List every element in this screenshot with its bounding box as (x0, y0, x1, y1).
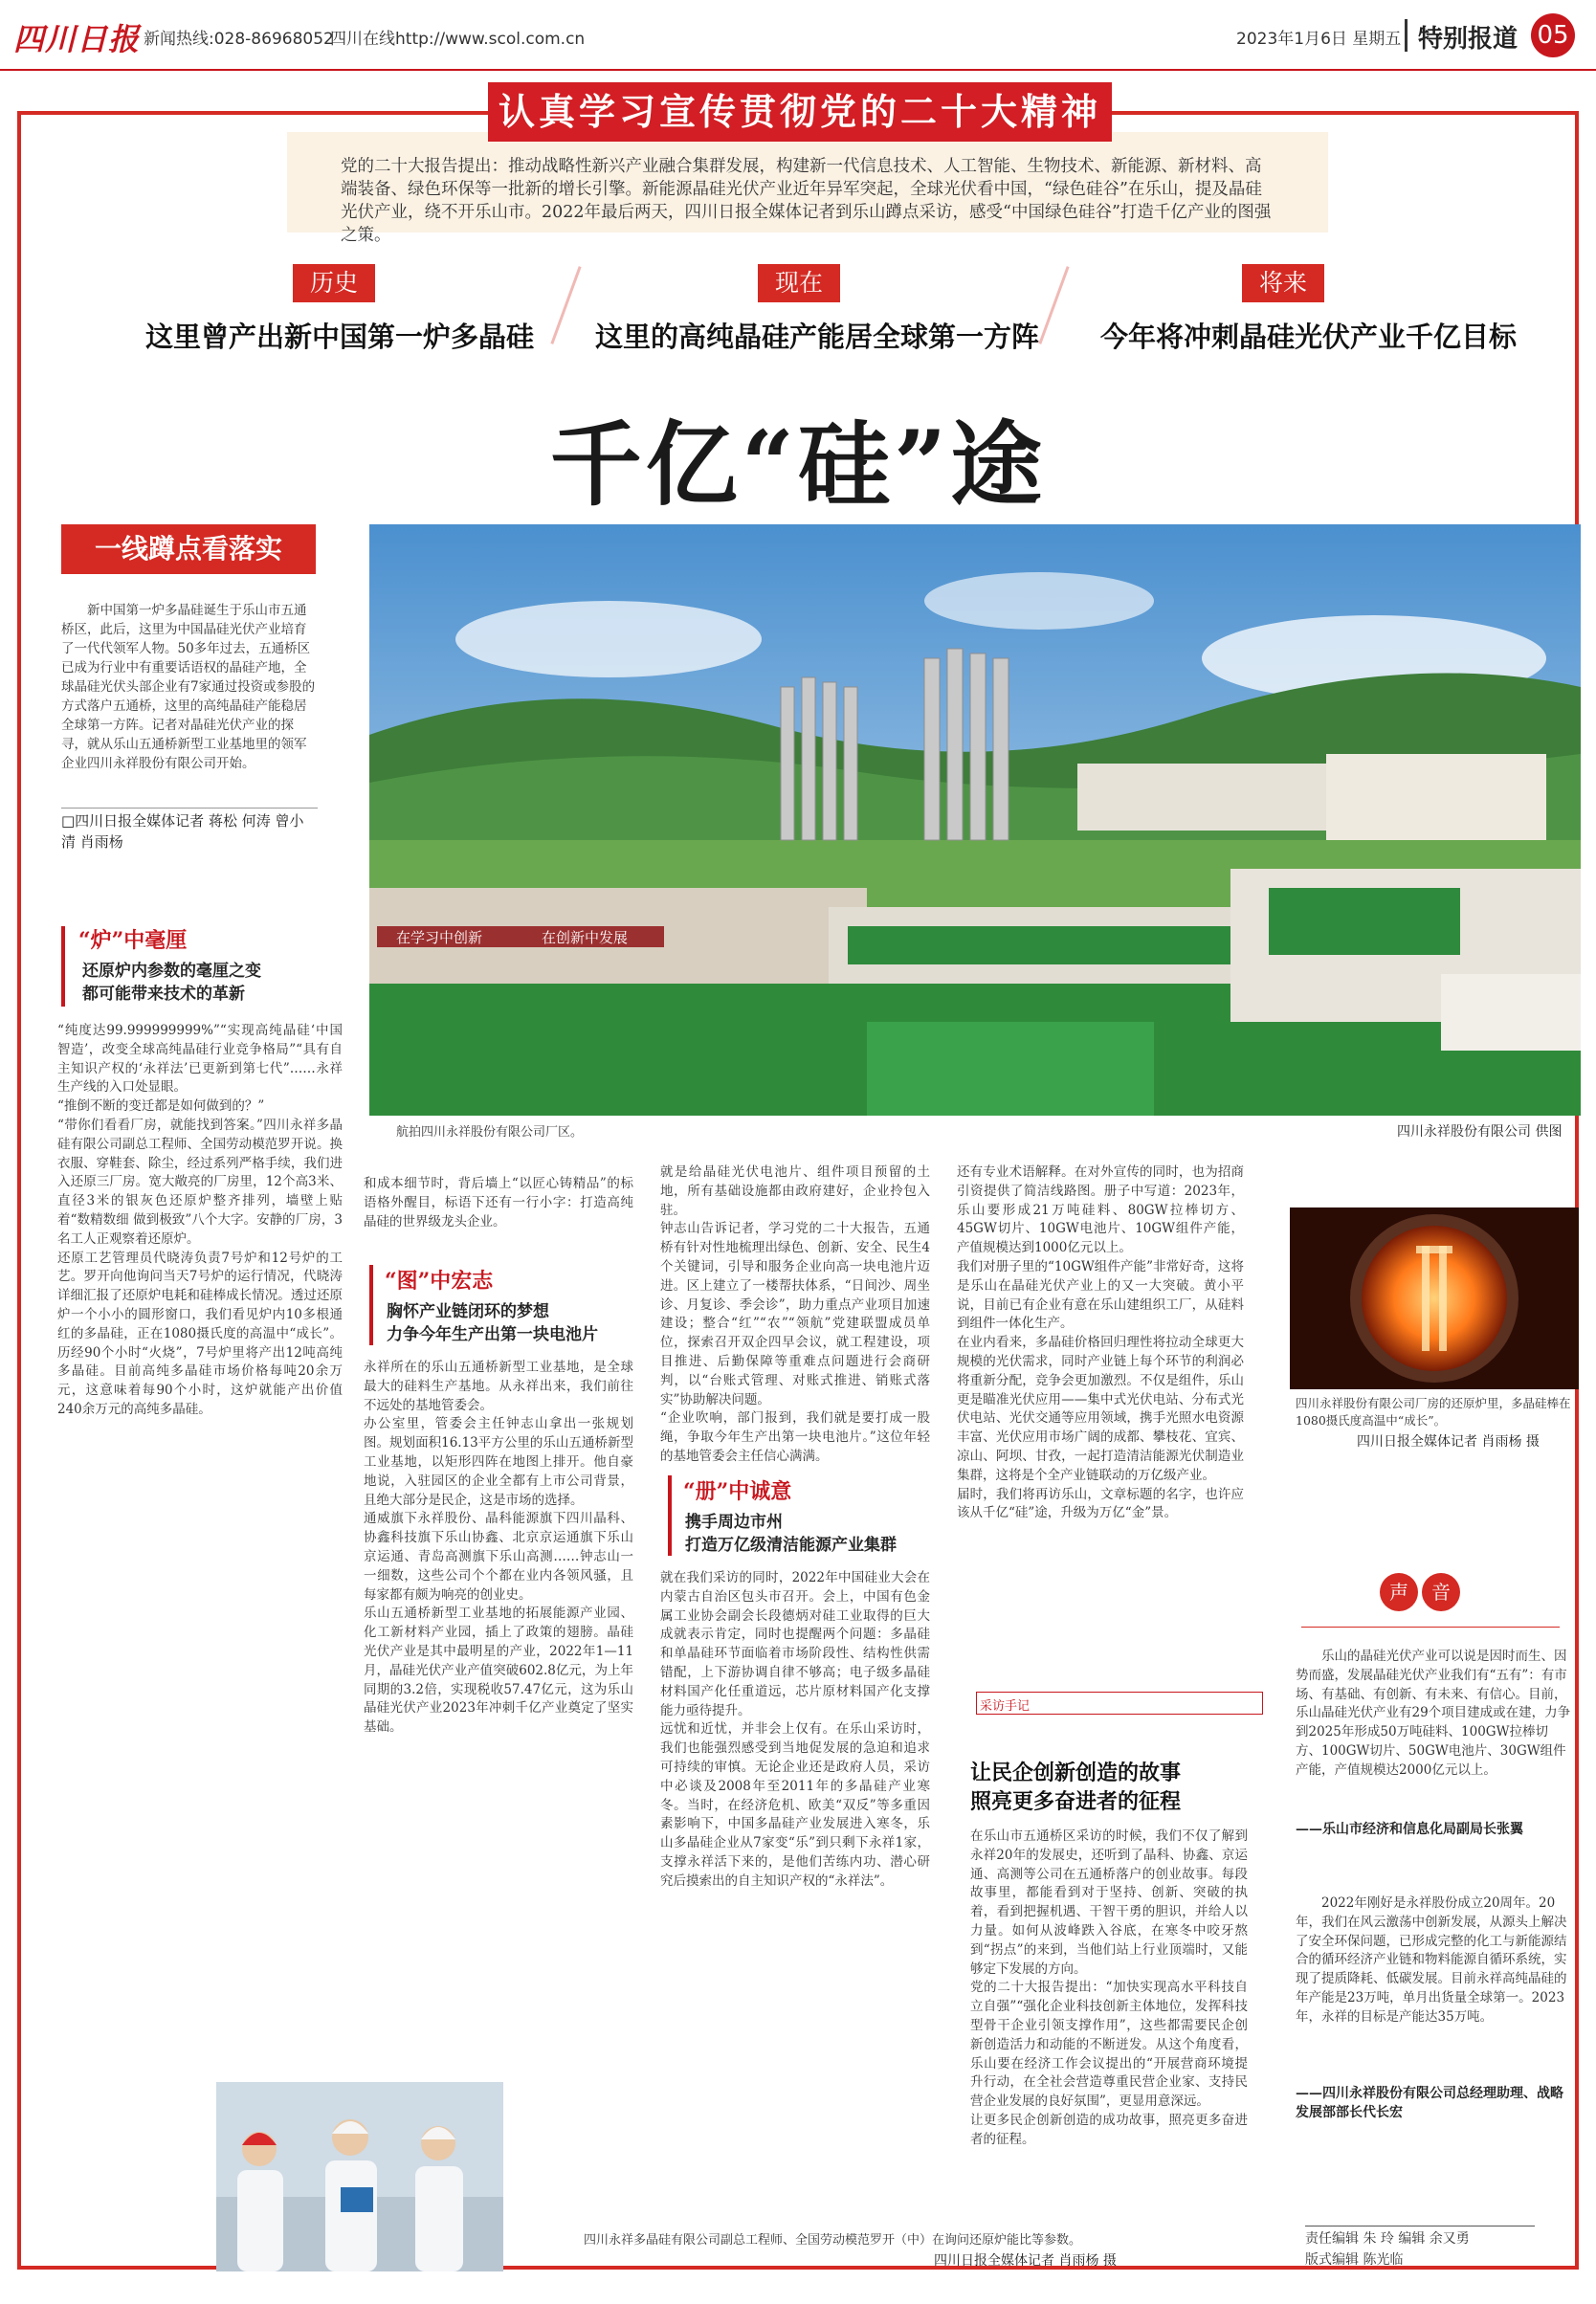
voice-attribution-1: ——乐山市经济和信息化局副局长张翼 (1296, 1822, 1523, 1837)
engineers-photo (216, 2082, 503, 2271)
editor-credits (1305, 2226, 1535, 2271)
section-map-body: 永祥所在的乐山五通桥新型工业基地，是全球最大的硅料生产基地。从永祥出来，我们前往不远处的基地管委会。 办公室里，管委会主任钟志山拿出一张规划图。规划面积16.13平方公里的乐山五通桥新型工业基地，以矩形四阵在地图上排开。他自豪地说，入驻园区的企业全都有上市公司背景，且绝大部分是民企，这是市场的选择。 通威旗下永祥股份、晶科能源旗下四川晶科、协鑫科技旗下乐山协鑫、北京京运通旗下乐山京运通、青岛高测旗下乐山高测……钟志山一一细数，这些公司个个都在业内各领风骚，且每家都有颇为响亮的创业史。 乐山五通桥新型工业基地的拓展能源产业园、化工新材料产业园，插上了政策的翅膀。晶硅光伏产业是其中最明星的产业，2022年1—11月，晶硅光伏产业产值突破602.8亿元，为上年同期的3.2倍，实现税收57.47亿元，这为乐山晶硅光伏产业2023年冲刺千亿产业奠定了坚实基础。 (364, 1360, 633, 1736)
sign-innovation: 在创新中发展 (542, 929, 629, 946)
website-link[interactable]: 四川在线http://www.scol.com.cn (330, 30, 586, 49)
subhead-furnace-deck2: 都可能带来技术的革新 (82, 985, 245, 1004)
section-name: 特别报道 (1418, 25, 1518, 54)
issue-date: 2023年1月6日 星期五 (1236, 30, 1402, 49)
pillar-headline-future: 今年将冲刺晶硅光伏产业千亿目标 (1100, 321, 1518, 353)
subhead-furnace-deck1: 还原炉内参数的毫厘之变 (82, 962, 261, 981)
subhead-booklet: “册”中诚意 (683, 1479, 792, 1504)
left-intro: 新中国第一炉多晶硅诞生于乐山市五通桥区，此后，这里为中国晶硅光伏产业培育了一代代领军人物。50多年过去，五通桥区已成为行业中有重要话语权的晶硅产地，全球晶硅光伏头部企业有7家通过投资或参股的方式落户五通桥，这里的高纯晶硅产能稳居全球第一方阵。记者对晶硅光伏产业的探寻，就从乐山五通桥新型工业基地里的领军企业四川永祥股份有限公司开始。 (61, 603, 316, 771)
byline: □四川日报全媒体记者 蒋松 何涛 曾小清 肖雨杨 (61, 808, 318, 853)
people-credit: 四川日报全媒体记者 肖雨杨 摄 (934, 2253, 1117, 2269)
note-headline-1: 让民企创新创造的故事 (970, 1761, 1182, 1785)
lead-paragraph: 党的二十大报告提出：推动战略性新兴产业融合集群发展，构建新一代信息技术、人工智能、生物技术、新能源、新材料、高端装备、绿色环保等一批新的增长引擎。新能源晶硅光伏产业近年异军突起，全球光伏看中国，“绿色硅谷”在乐山，提及晶硅光伏产业，绕不开乐山市。2022年最后两天，四川日报全媒体记者到乐山蹲点采访，感受“中国绿色硅谷”打造千亿产业的图强之策。 (341, 157, 1272, 245)
subhead-map-deck1: 胸怀产业链闭环的梦想 (387, 1302, 549, 1321)
voice-badge: 音 (1422, 1573, 1460, 1611)
subhead-map: “图”中宏志 (385, 1269, 494, 1294)
masthead-rule (0, 69, 1596, 71)
subhead-map-deck2: 力争今年生产出第一块电池片 (387, 1325, 598, 1344)
voice-rule (1301, 1627, 1560, 1628)
column-tag: 一线蹲点看落实 (61, 524, 316, 574)
subhead-furnace: “炉”中毫厘 (78, 928, 188, 953)
voice-attribution-2: ——四川永祥股份有限公司总经理助理、战略发展部部长代长宏 (1296, 2086, 1563, 2120)
main-headline: 千亿“硅”途 (549, 410, 1047, 519)
pillar-tag-future: 将来 (1242, 264, 1324, 302)
theme-banner: 认真学习宣传贯彻党的二十大精神 (488, 82, 1112, 142)
news-hotline: 新闻热线:028-86968052 (144, 30, 334, 49)
subhead-bar (668, 1475, 672, 1556)
column4-lead: 还有专业术语解释。在对外宣传的同时，也为招商引资提供了简洁线路图。册子中写道：2023年，乐山要形成21万吨硅料、80GW拉棒切方、45GW切片、10GW电池片、10GW组件产能，产值规模达到1000亿元以上。 我们对册子里的“10GW组件产能”非常好奇，这将是乐山在晶硅光伏产业上的又一大突破。黄小平说，目前已有企业有意在乐山建组织工厂，从硅料到组件一体化生产。 在业内看来，多晶硅价格回归理性将拉动全球更大规模的光伏需求，同时产业链上每个环节的利润必将重新分配，竞争会更加激烈。不仅是组件，乐山更是瞄准光伏应用——集中式光伏电站、分布式光伏电站、光伏交通等应用领域，携手光照水电资源丰富、光伏应用市场广阔的成都、攀枝花、宜宾、凉山、阿坝、甘孜，一起打造清洁能源光伏制造业集群，这将是个全产业链联动的万亿级产业。 届时，我们将再访乐山，文章标题的名字，也许应该从千亿“硅”途，升级为万亿“金”景。 (957, 1164, 1244, 1521)
photo-caption: 航拍四川永祥股份有限公司厂区。 (396, 1125, 584, 1140)
furnace-credit: 四川日报全媒体记者 肖雨杨 摄 (1357, 1434, 1540, 1450)
editor-line-1: 责任编辑 朱 玲 编辑 余又勇 (1305, 2231, 1470, 2247)
note-headline-2: 照亮更多奋进者的征程 (970, 1789, 1182, 1814)
subhead-booklet-deck2: 打造万亿级清洁能源产业集群 (685, 1536, 897, 1555)
people-caption: 四川永祥多晶硅有限公司副总工程师、全国劳动模范罗开（中）在询问还原炉能比等参数。 (584, 2233, 1082, 2248)
column3-lead: 就是给晶硅光伏电池片、组件项目预留的土地，所有基础设施都由政府建好，企业拎包入驻。 钟志山告诉记者，学习党的二十大报告，五通桥有针对性地梳理出绿色、创新、安全、民生4个关键词，引导和服务企业向高一块电池片迈进。区上建立了一楼帮扶体系，“日间沙、周坐诊、月复诊、季会诊”，助力重点产业项目加速建设；整合“红”“农”“领航”党建联盟成员单位，探索召开双企四早会议，就工程建设，项目推进、后勤保障等重难点问题进行会商研判，以“台账式管理、对账式推进、销账式落实”协助解决问题。 “企业吹响，部门报到，我们就是要打成一股绳，争取今年生产出第一块电池片。”这位年轻的基地管委会主任信心满满。 (660, 1164, 930, 1464)
furnace-caption: 四川永祥股份有限公司厂房的还原炉里，多晶硅棒在1080摄氏度高温中“成长”。 (1296, 1396, 1571, 1428)
voice-quote-2: 2022年刚好是永祥股份成立20周年。20年，我们在风云激荡中创新发展，从源头上解决了安全环保问题，已形成完整的化工与新能源结合的循环经济产业链和物料能源自循环系统，实现了提质降耗、低碳发展。目前永祥高纯晶硅的年产能是23万吨，单月出货量全球第一。2023年，永祥的目标是产能达35万吨。 (1296, 1895, 1567, 2025)
column2-lead: 和成本细节时，背后墙上“以匠心铸精品”的标语格外醒目，标语下还有一行小字：打造高纯晶硅的世界级龙头企业。 (364, 1176, 633, 1230)
section-furnace-body: “纯度达99.999999999%”“实现高纯晶硅‘中国智造’，改变全球高纯晶硅行业竞争格局”“具有自主知识产权的‘永祥法’已更新到第七代”……永祥生产线的入口处显眼。 “推倒不断的变迁都是如何做到的？” “带你们看看厂房，就能找到答案。”四川永祥多晶硅有限公司副总工程师、全国劳动模范罗开说。换衣服、穿鞋套、除尘，经过系列严格手续，我们进入还原三厂房。宽大敞亮的厂房里，12个高3米、直径3米的银灰色还原炉整齐排列，墙壁上贴着“数精数细 做到极致”八个大字。安静的厂房，3名工人正观察着还原炉。 还原工艺管理员代晓涛负责7号炉和12号炉的工艺。罗开向他询问当天7号炉的运行情况，代晓涛详细汇报了还原炉电耗和硅棒成长情况。透过还原炉一个小小的圆形窗口，我们看见炉内10多根通红的多晶硅，正在1080摄氏度的高温中“成长”。历经90个小时“火烧”，7号炉里将产出12吨高纯多晶硅。目前高纯多晶硅市场价格每吨20余万元，这意味着每90个小时，这炉就能产出价值240余万元的高纯多晶硅。 (57, 1023, 343, 1417)
furnace-photo (1290, 1207, 1579, 1389)
editor-line-2: 版式编辑 陈光临 (1305, 2252, 1404, 2268)
pillar-headline-history: 这里曾产出新中国第一炉多晶硅 (145, 321, 535, 353)
newspaper-logo: 四川日报 (13, 21, 141, 57)
masthead-divider (1405, 19, 1408, 52)
sign-learning: 在学习中创新 (396, 929, 483, 946)
subhead-bar (369, 1265, 373, 1345)
voice-quote-1: 乐山的晶硅光伏产业可以说是因时而生、因势而盛，发展晶硅光伏产业我们有“五有”：有市场、有基础、有创新、有未来、有信心。目前，乐山晶硅光伏产业有29个项目建成或在建，力争到2025年形成50万吨硅料、100GW拉棒切方、100GW切片、50GW电池片、30GW组件产能，产值规模达2000亿元以上。 (1296, 1649, 1571, 1778)
voice-badge: 声 (1380, 1573, 1418, 1611)
pillar-headline-present: 这里的高纯晶硅产能居全球第一方阵 (595, 321, 1040, 353)
note-body: 在乐山市五通桥区采访的时候，我们不仅了解到永祥20年的发展史，还听到了晶科、协鑫、京运通、高测等公司在五通桥落户的创业故事。每段故事里，都能看到对于坚持、创新、突破的执着，看到把握机遇、干智干勇的胆识，并给人以力量。如何从波峰跌入谷底，在寒冬中咬牙熬到“拐点”的来到，当他们站上行业顶端时，又能够定下发展的方向。 党的二十大报告提出：“加快实现高水平科技自立自强”“强化企业科技创新主体地位，发挥科技型骨干企业引领支撑作用”，这些都需要民企创新创造活力和动能的不断迸发。从这个角度看，乐山要在经济工作会议提出的“开展营商环境提升行动，在全社会营造尊重民营企业家、支持民营企业发展的良好氛围”，更显用意深远。 让更多民企创新创造的成功故事，照亮更多奋进者的征程。 (970, 1828, 1248, 2147)
page-number: 05 (1531, 13, 1575, 57)
pillar-tag-history: 历史 (293, 264, 375, 302)
photo-credit: 四川永祥股份有限公司 供图 (1397, 1124, 1563, 1140)
reporter-note-label: 采访手记 (980, 1699, 1031, 1714)
subhead-bar (61, 926, 65, 1007)
factory-aerial-photo (369, 524, 1581, 1116)
pillar-tag-present: 现在 (758, 264, 840, 302)
subhead-booklet-deck1: 携手周边市州 (685, 1513, 783, 1532)
section-booklet-body: 就在我们采访的同时，2022年中国硅业大会在内蒙古自治区包头市召开。会上，中国有色金属工业协会副会长段德炳对硅工业取得的巨大成就表示肯定，同时也提醒两个问题：多晶硅和单晶硅环节面临着市场阶段性、结构性供需错配，上下游协调自律不够高；电子级多晶硅材料国产化任重道远，芯片原材料国产化支撑能力亟待提升。 远忧和近忧，并非会上仅有。在乐山采访时，我们也能强烈感受到当地促发展的急迫和追求可持续的审慎。无论企业还是政府人员，采访中必谈及2008年至2011年的多晶硅产业寒冬。当时，在经济危机、欧美“双反”等多重因素影响下，中国多晶硅产业发展进入寒冬，乐山多晶硅企业从7家变“乐”到只剩下永祥1家，支撑永祥活下来的，是他们苦练内功、潜心研究后摸索出的自主知识产权的“永祥法”。 (660, 1570, 930, 1889)
